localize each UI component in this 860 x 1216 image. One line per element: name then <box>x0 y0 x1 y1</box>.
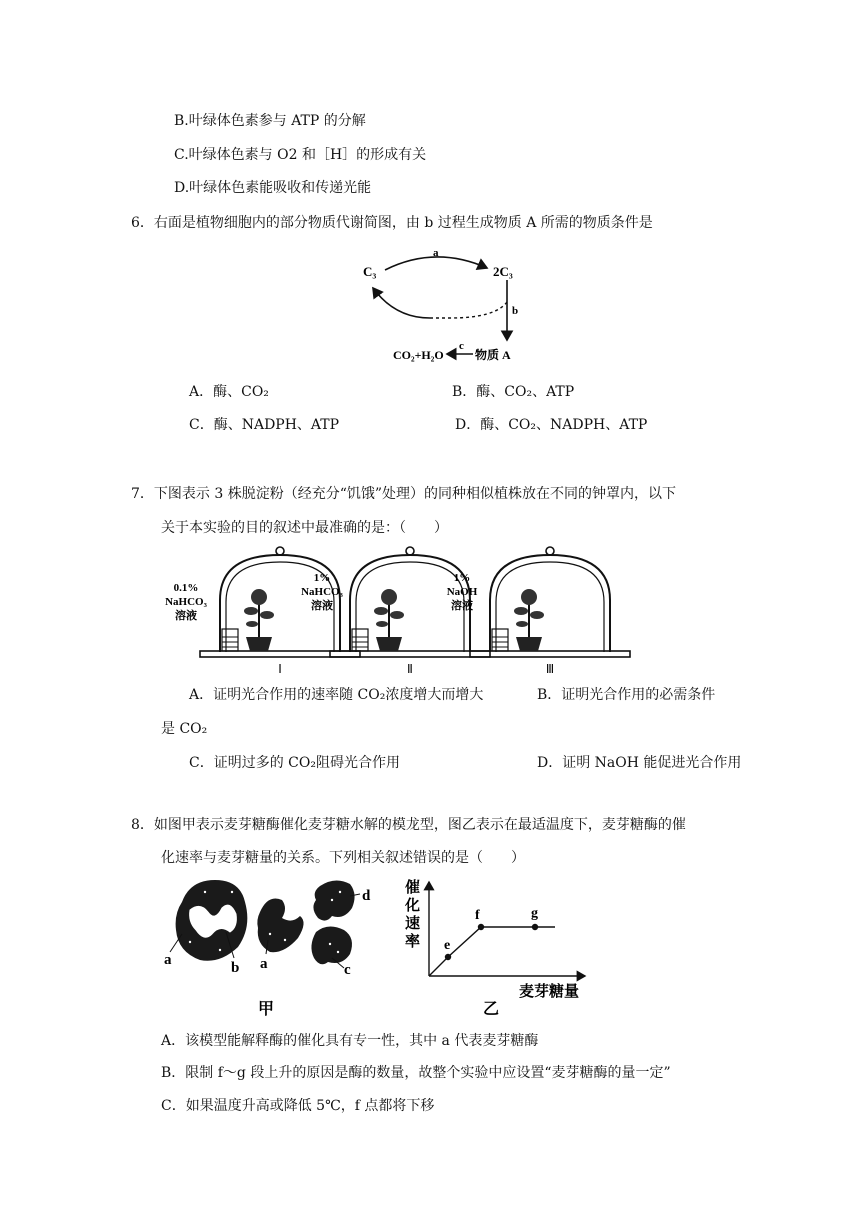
jar-1-roman: Ⅰ <box>278 662 282 676</box>
calvin-cycle-diagram <box>355 240 540 375</box>
q7-option-b-part2: 是 CO₂ <box>161 721 208 737</box>
q6-option-c: C．酶、NADPH、ATP <box>189 417 340 433</box>
rate-chart <box>395 872 615 1027</box>
substance-a-label: 物质 A <box>475 348 511 362</box>
fig-a-label-a2: a <box>260 956 268 972</box>
q5-option-b: B.叶绿体色素参与 ATP 的分解 <box>174 113 366 129</box>
fig-a-label-c: c <box>344 962 351 978</box>
jar-2-label-line2: NaHCO₃ <box>301 586 343 598</box>
point-g <box>532 924 538 930</box>
process-b-label: b <box>512 305 519 317</box>
q7-option-a: A．证明光合作用的速率随 CO₂浓度增大而增大 <box>189 687 484 703</box>
q8-option-a: A．该模型能解释酶的催化具有专一性，其中 a 代表麦芽糖酶 <box>161 1033 539 1049</box>
point-label-g: g <box>531 906 538 921</box>
q6-option-d: D．酶、CO₂、NADPH、ATP <box>455 417 648 433</box>
q5-option-c: C.叶绿体色素与 O2 和［H］的形成有关 <box>174 147 427 163</box>
jar-3-label-line3: 溶液 <box>451 600 473 612</box>
q8-option-b: B．限制 f～g 段上升的原因是酶的数量，故整个实验中应设置“麦芽糖酶的量一定” <box>161 1065 671 1081</box>
y-label-char2: 化 <box>405 898 421 914</box>
point-label-f: f <box>475 908 480 923</box>
fig-b-caption: 乙 <box>483 1001 500 1018</box>
c3-label: C₃ <box>363 264 377 279</box>
process-c-label: c <box>459 340 464 352</box>
jar-2-roman: Ⅱ <box>407 662 413 676</box>
jar-2-label-line3: 溶液 <box>311 600 333 612</box>
jar-3-label-line2: NaOH <box>446 586 478 598</box>
fig-a-label-d: d <box>362 888 371 904</box>
co2-h2o-label: CO₂+H₂O <box>393 348 444 362</box>
bell-jar-figure <box>160 545 740 680</box>
q7-option-b-part1: B．证明光合作用的必需条件 <box>537 687 716 703</box>
q7-stem-line1: 7．下图表示 3 株脱淀粉（经充分“饥饿”处理）的同种相似植株放在不同的钟罩内，以下 <box>131 486 677 502</box>
y-label-char3: 速 <box>405 916 421 932</box>
q6-stem: 6．右面是植物细胞内的部分物质代谢简图，由 b 过程生成物质 A 所需的物质条件是 <box>131 215 653 231</box>
process-a-label: a <box>433 247 439 259</box>
jar-1-label-line1: 0.1% <box>173 582 199 594</box>
fig-a-label-b: b <box>231 960 240 976</box>
q7-stem-line2: 关于本实验的目的叙述中最准确的是：（ ） <box>161 520 448 536</box>
q8-option-c: C．如果温度升高或降低 5℃，f 点都将下移 <box>161 1098 435 1114</box>
fig-a-caption: 甲 <box>258 1001 275 1018</box>
q7-option-d: D．证明 NaOH 能促进光合作用 <box>537 755 742 771</box>
enzyme-model-figure <box>160 872 390 1022</box>
jar-1-label-line2: NaHCO₃ <box>165 596 207 608</box>
rate-curve <box>429 906 555 976</box>
q8-stem-line2: 化速率与麦芽糖量的关系。下列相关叙述错误的是（ ） <box>161 850 525 866</box>
fig-a-label-a1: a <box>164 952 172 968</box>
point-f <box>478 924 484 930</box>
point-label-e: e <box>444 938 451 953</box>
point-e <box>445 954 451 960</box>
bell-jar-3 <box>470 547 630 676</box>
q7-option-c: C．证明过多的 CO₂阻碍光合作用 <box>189 755 400 771</box>
q6-option-a: A．酶、CO₂ <box>189 384 269 400</box>
jar-1-label-line3: 溶液 <box>175 610 197 622</box>
y-label-char4: 率 <box>405 934 421 950</box>
x-axis-label: 麦芽糖量 <box>519 984 580 1000</box>
jar-3-label-line1: 1% <box>453 572 471 584</box>
2c3-label: 2C₃ <box>493 264 513 279</box>
jar-2-label-line1: 1% <box>313 572 331 584</box>
q8-stem-line1: 8．如图甲表示麦芽糖酶催化麦芽糖水解的模龙型，图乙表示在最适温度下，麦芽糖酶的催 <box>131 817 686 833</box>
q5-option-d: D.叶绿体色素能吸收和传递光能 <box>174 180 372 196</box>
q6-option-b: B．酶、CO₂、ATP <box>452 384 575 400</box>
jar-3-roman: Ⅲ <box>545 662 555 676</box>
y-label-char1: 催 <box>405 880 421 896</box>
